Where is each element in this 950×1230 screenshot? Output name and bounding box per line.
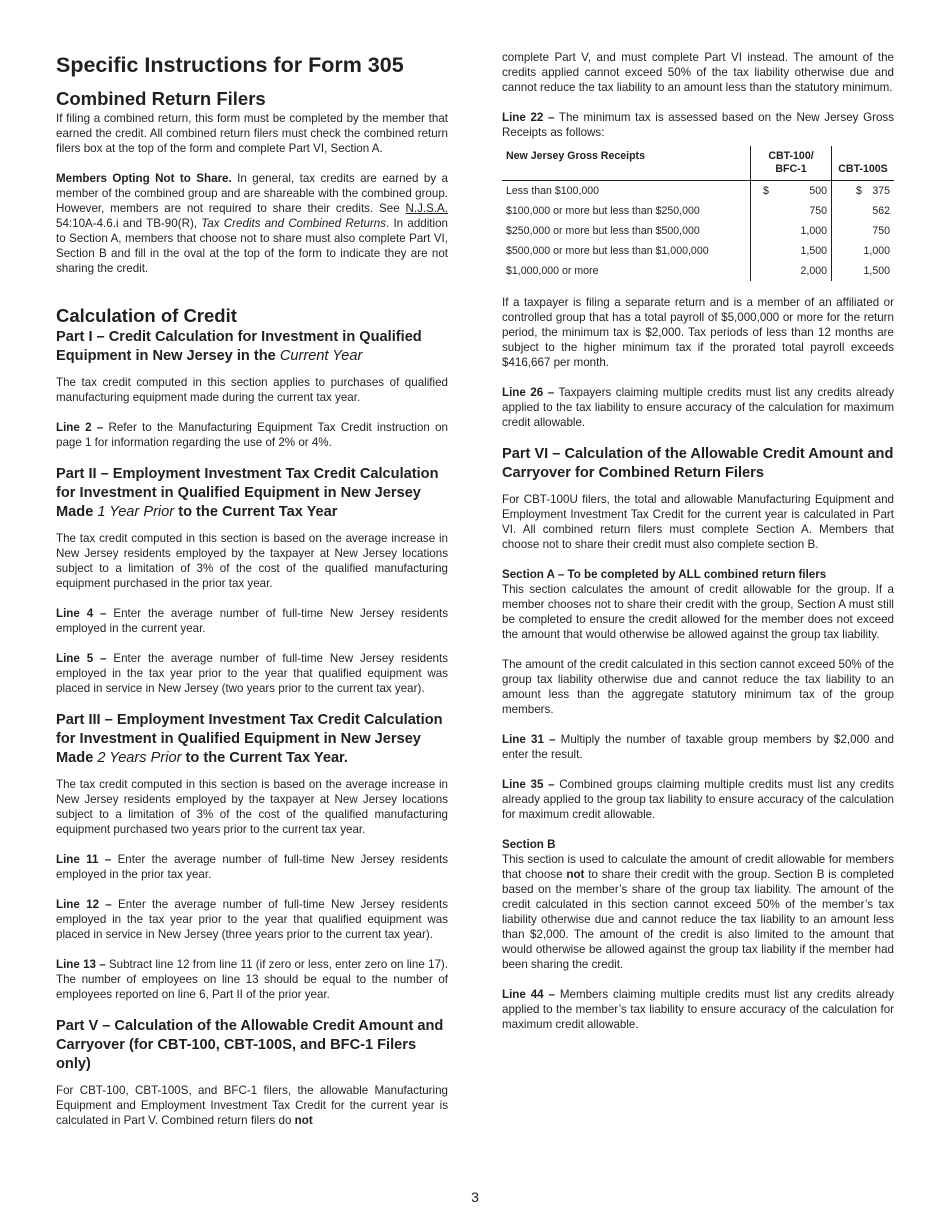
cbt100s-cell: 750 [872, 225, 890, 237]
cbt100-cell: 1,500 [751, 241, 832, 261]
part3-heading-italic: 2 Years Prior [97, 750, 182, 766]
table-row [502, 261, 894, 281]
line35-instruction [502, 777, 894, 822]
line22-text: The minimum tax is assessed based on the New Jersey Gross Receipts as follows: [502, 111, 894, 139]
gross-receipts-table [502, 146, 894, 281]
cbt100-cell: 750 [751, 201, 832, 221]
line44-label: Line 44 – [502, 988, 555, 1001]
table-header-row [502, 146, 894, 181]
cbt100-cell [751, 181, 832, 202]
cbt100s-cell [832, 181, 895, 202]
range-cell: $100,000 or more but less than $250,000 [506, 205, 700, 217]
line13-instruction [56, 957, 448, 1002]
page-title: Specific Instructions for Form 305 [56, 53, 404, 77]
table-row [502, 181, 894, 202]
section-b-text: This section is used to calculate the amount of credit allowable for members that choose [502, 853, 894, 881]
cbt100s-value: 375 [872, 185, 890, 197]
part5-paragraph-start [56, 1083, 448, 1128]
part5-text: For CBT-100, CBT-100S, and BFC-1 filers, the allowable Manufacturing Equipment and Employment Investment Tax Credit for the current year is calculated in Part V. Combined return filers do [56, 1084, 448, 1127]
line26-label: Line 26 – [502, 386, 555, 399]
part5-paragraph-continued [502, 50, 894, 95]
line11-text: Enter the average number of full-time New Jersey residents employed in the prior tax year. [56, 853, 448, 881]
line2-instruction [56, 420, 448, 450]
part2-heading-end: to the Current Tax Year [174, 504, 338, 520]
table-row [502, 221, 894, 241]
cbt100-cell: 1,000 [751, 221, 832, 241]
part2-heading [56, 465, 448, 522]
cbt100-value: 500 [809, 185, 827, 197]
right-column [502, 50, 894, 1047]
cbt100s-cell: 1,500 [863, 265, 890, 277]
line31-instruction [502, 732, 894, 762]
line44-text: Members claiming multiple credits must list any credits already applied to the member’s tax liability to ensure accuracy of the calculation for maximum credit allowable. [502, 988, 894, 1031]
part1-heading-text: Part I – Credit Calculation for Investment in Qualified Equipment in New Jersey in the [56, 329, 422, 364]
header-cbt100s: CBT-100S [838, 163, 888, 175]
cbt100-cell: 2,000 [751, 261, 832, 281]
dollar-sign: $ [856, 185, 862, 197]
line26-instruction [502, 385, 894, 430]
line12-instruction [56, 897, 448, 942]
minimum-tax-paragraph: If a taxpayer is filing a separate return and is a member of an affiliated or controlled group that has a total payroll of $5,000,000 or more for the return period, the minimum tax is $2,000. Tax periods of less than 12 months are subject to the higher minimum tax if the prorated total payroll exceeds $416,667 per month. [502, 296, 894, 369]
line31-text: Multiply the number of taxable group members by $2,000 and enter the result. [502, 733, 894, 761]
part5-text-continued: complete Part V, and must complete Part VI instead. The amount of the credits applied cannot exceed 50% of the tax liability otherwise due and cannot reduce the tax liability to an amount less than the statutory minimum. [502, 51, 894, 94]
line44-instruction [502, 987, 894, 1032]
line22-instruction [502, 110, 894, 140]
line11-label: Line 11 – [56, 853, 112, 866]
line13-text: Subtract line 12 from line 11 (if zero or less, enter zero on line 17). The number of employees on line 13 should be equal to the number of employees reported on line 6, Part II of the prior year. [56, 958, 448, 1001]
line2-label: Line 2 – [56, 421, 104, 434]
members-opting-text: In general, tax credits are earned by a member of the combined group and are shareable with the combined group. However, members are not required to share their credits. See [56, 172, 449, 215]
part3-heading-text: Part III – Employment Investment Tax Credit Calculation for Investment in Qualified Equipment in New Jersey Made [56, 712, 443, 766]
part3-paragraph: The tax credit computed in this section is based on the average increase in New Jersey residents employed by the taxpayer at New Jersey locations subject to a limitation of 3% of the cost of the qualified manufacturing equipment purchased two years prior to the current tax year. [56, 778, 448, 836]
part2-paragraph: The tax credit computed in this section is based on the average increase in New Jersey residents employed by the taxpayer at New Jersey locations subject to a limitation of 3% of the cost of the qualified manufacturing equipment purchased in the prior tax year. [56, 532, 448, 590]
line5-instruction [56, 651, 448, 696]
section-b-not-emphasis: not [566, 868, 585, 881]
line26-text: Taxpayers claiming multiple credits must list any credits already applied to the tax liability to ensure accuracy of the calculation for maximum credit allowable. [502, 386, 895, 429]
range-cell: $1,000,000 or more [506, 265, 599, 277]
part6-paragraph: For CBT-100U filers, the total and allowable Manufacturing Equipment and Employment Investment Tax Credit for the current year is calculated in Part VI. All combined return filers must complete Section A. Members that choose not to share their credit must also complete section B. [502, 493, 894, 551]
range-cell: $500,000 or more but less than $1,000,000 [506, 245, 709, 257]
members-opting-paragraph [56, 171, 448, 276]
line13-label: Line 13 – [56, 958, 106, 971]
line4-instruction [56, 606, 448, 636]
calculation-heading: Calculation of Credit [56, 305, 237, 326]
part3-heading [56, 711, 448, 768]
statute-reference: 54:10A-4.6.i and TB-90(R), [56, 217, 202, 230]
page-number: 3 [471, 1189, 479, 1205]
part1-heading [56, 328, 448, 366]
line11-instruction [56, 852, 448, 882]
part1-paragraph: The tax credit computed in this section applies to purchases of qualified manufacturing equipment made during the current tax year. [56, 376, 448, 404]
line4-text: Enter the average number of full-time New Jersey residents employed in the current year. [56, 607, 449, 635]
line31-label: Line 31 – [502, 733, 556, 746]
section-b-heading: Section B [502, 838, 556, 851]
line2-text: Refer to the Manufacturing Equipment Tax Credit instruction on page 1 for information regarding the use of 2% or 4%. [56, 421, 449, 449]
line5-label: Line 5 – [56, 652, 107, 665]
header-gross-receipts: New Jersey Gross Receipts [506, 150, 645, 162]
section-a-limit-paragraph: The amount of the credit calculated in this section cannot exceed 50% of the group tax liability otherwise due and cannot reduce the tax liability to an amount less than the aggregate statutory minimum tax of the group members. [502, 658, 894, 716]
table-row [502, 241, 894, 261]
cbt100s-cell: 562 [872, 205, 890, 217]
left-column [56, 50, 448, 1128]
part5-heading: Part V – Calculation of the Allowable Credit Amount and Carryover (for CBT-100, CBT-100S, and BFC-1 Filers only) [56, 1018, 444, 1072]
cbt100s-cell: 1,000 [863, 245, 890, 257]
section-a-heading: Section A – To be completed by ALL combined return filers [502, 568, 827, 581]
header-cbt100: CBT-100/ BFC-1 [751, 146, 832, 181]
line12-label: Line 12 – [56, 898, 112, 911]
members-opting-text-end: . In addition to Section A, members that choose not to share must also complete Part VI, Section B and fill in the oval at the top of the form to indicate they are not sharing the credit. [56, 217, 448, 275]
part2-heading-italic: 1 Year Prior [97, 504, 175, 520]
section-b-text-end: to share their credit with the group. Section B is completed based on the member’s share of the group tax liability. The amount of the credit calculated in this section cannot exceed 50% of the member’s tax liability otherwise due and cannot reduce the tax liability to an amount less than $2,000. The amount of the credit is also limited to the amount that would otherwise be allowed against the group tax liability if the member had been sharing the credit. [502, 868, 894, 971]
dollar-sign: $ [763, 185, 769, 197]
line22-label: Line 22 – [502, 111, 555, 124]
part2-heading-text: Part II – Employment Investment Tax Credit Calculation for Investment in Qualified Equipment in New Jersey Made [56, 466, 439, 520]
range-cell: Less than $100,000 [506, 185, 600, 197]
combined-intro-paragraph: If filing a combined return, this form must be completed by the member that earned the credit. All combined return filers must check the combined return filers box at the top of the form and complete Part VI, Section A. [56, 112, 448, 155]
combined-return-heading: Combined Return Filers [56, 88, 266, 109]
members-opting-label: Members Opting Not to Share. [56, 172, 232, 185]
table-row [502, 201, 894, 221]
part6-heading: Part VI – Calculation of the Allowable Credit Amount and Carryover for Combined Return Filers [502, 446, 894, 481]
tax-credits-publication: Tax Credits and Combined Returns [201, 217, 386, 230]
section-b-paragraph [502, 852, 894, 972]
line12-text: Enter the average number of full-time New Jersey residents employed in the tax year prior to the year that qualified equipment was placed in service in New Jersey (three years prior to the current tax year). [56, 898, 448, 941]
line35-label: Line 35 – [502, 778, 555, 791]
section-a-paragraph: This section calculates the amount of credit allowable for the group. If a member chooses not to share their credit with the group, Section A must still be completed to ensure the credit allowed for the member does not exceed the amount that would otherwise be allowed against the group tax liability. [502, 583, 894, 641]
part3-heading-end: to the Current Tax Year. [181, 750, 348, 766]
part5-not-emphasis: not [294, 1114, 313, 1127]
range-cell: $250,000 or more but less than $500,000 [506, 225, 700, 237]
njsa-reference: N.J.S.A. [405, 202, 448, 215]
part1-heading-italic: Current Year [279, 348, 363, 364]
line5-text: Enter the average number of full-time New Jersey residents employed in the tax year prior to the year that qualified equipment was placed in service in New Jersey (two years prior to the current tax year). [56, 652, 449, 695]
line35-text: Combined groups claiming multiple credits must list any credits already applied to the group tax liability to ensure accuracy of the calculation for maximum credit allowable. [502, 778, 894, 821]
line4-label: Line 4 – [56, 607, 107, 620]
